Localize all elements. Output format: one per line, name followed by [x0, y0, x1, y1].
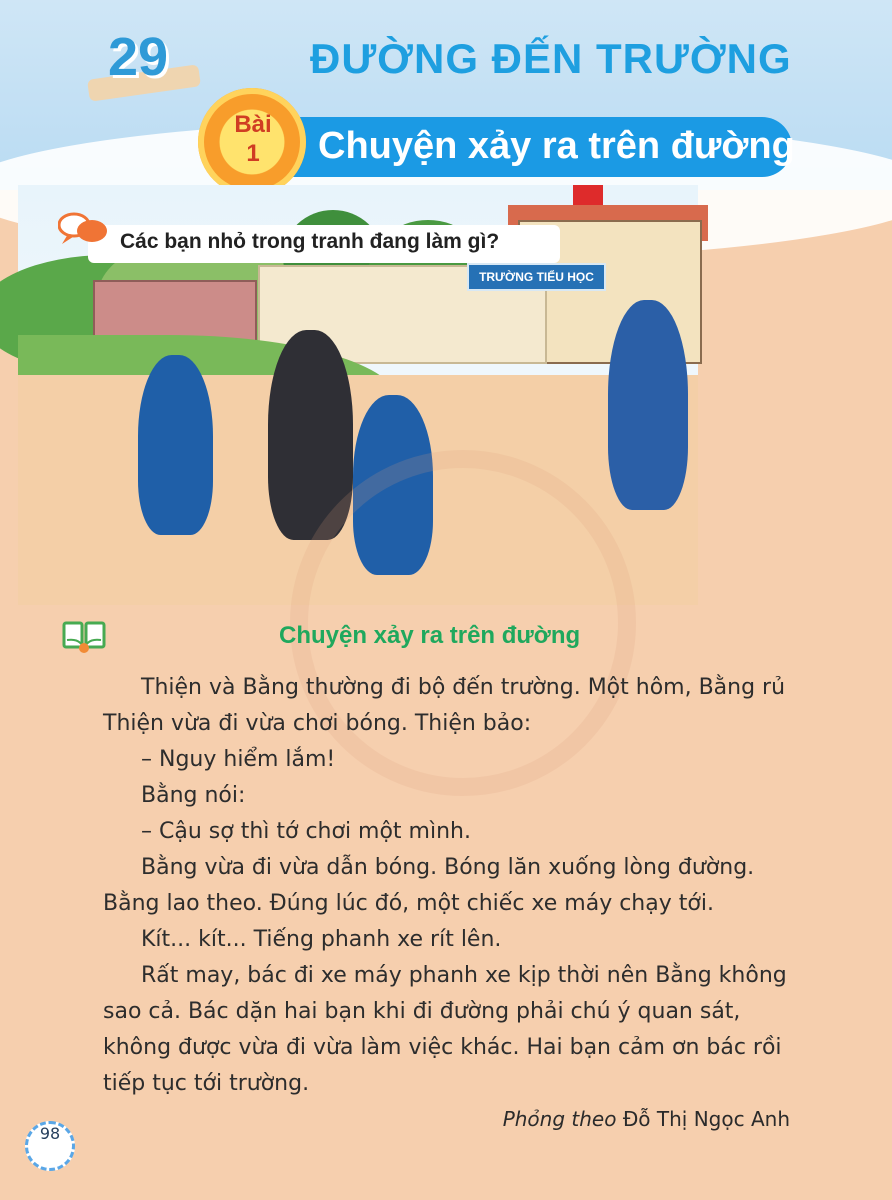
- story-paragraph: Thiện và Bằng thường đi bộ đến trường. Một hôm, Bằng rủ Thiện vừa đi vừa chơi bóng. Thiện bảo:: [103, 675, 786, 736]
- story-paragraph: – Nguy hiểm lắm!: [141, 747, 336, 772]
- lesson-label-number: 1: [246, 140, 260, 167]
- illustration-question: Các bạn nhỏ trong tranh đang làm gì?: [120, 230, 500, 253]
- story-source: [503, 1107, 790, 1131]
- speech-bubble-icon: [58, 210, 112, 250]
- story-paragraph: – Cậu sợ thì tớ chơi một mình.: [141, 819, 471, 844]
- chapter-number: 29: [108, 27, 169, 87]
- lesson-label-word: Bài: [234, 111, 272, 138]
- lesson-label: [229, 110, 277, 168]
- story-paragraph: Bằng nói:: [141, 783, 246, 808]
- lesson-title: Chuyện xảy ra trên đường: [318, 125, 795, 167]
- story-paragraph: Rất may, bác đi xe máy phanh xe kịp thời nên Bằng không sao cả. Bác dặn hai bạn khi đi đường phải chú ý quan sát, không được vừa đi vừa làm việc khác. Hai bạn cảm ơn bác rồi tiếp tục tới trường.: [103, 963, 787, 1096]
- story-paragraph: Bằng vừa đi vừa dẫn bóng. Bóng lăn xuống lòng đường. Bằng lao theo. Đúng lúc đó, một chiếc xe máy chạy tới.: [103, 855, 755, 916]
- boy-backpack: [608, 300, 688, 510]
- school-sign: TRƯỜNG TIỂU HỌC: [467, 263, 606, 291]
- source-author: Đỗ Thị Ngọc Anh: [622, 1107, 790, 1131]
- page-number: 98: [25, 1121, 75, 1171]
- story-text: [103, 670, 793, 1102]
- story-title: Chuyện xảy ra trên đường: [279, 622, 581, 649]
- reading-book-icon: [62, 617, 106, 655]
- girl-yellow-hat: [138, 355, 213, 535]
- chapter-title: ĐƯỜNG ĐẾN TRƯỜNG: [310, 35, 792, 82]
- vietnam-flag: [573, 185, 603, 205]
- source-prefix: Phỏng theo: [502, 1107, 617, 1131]
- story-paragraph: Kít... kít... Tiếng phanh xe rít lên.: [141, 927, 502, 952]
